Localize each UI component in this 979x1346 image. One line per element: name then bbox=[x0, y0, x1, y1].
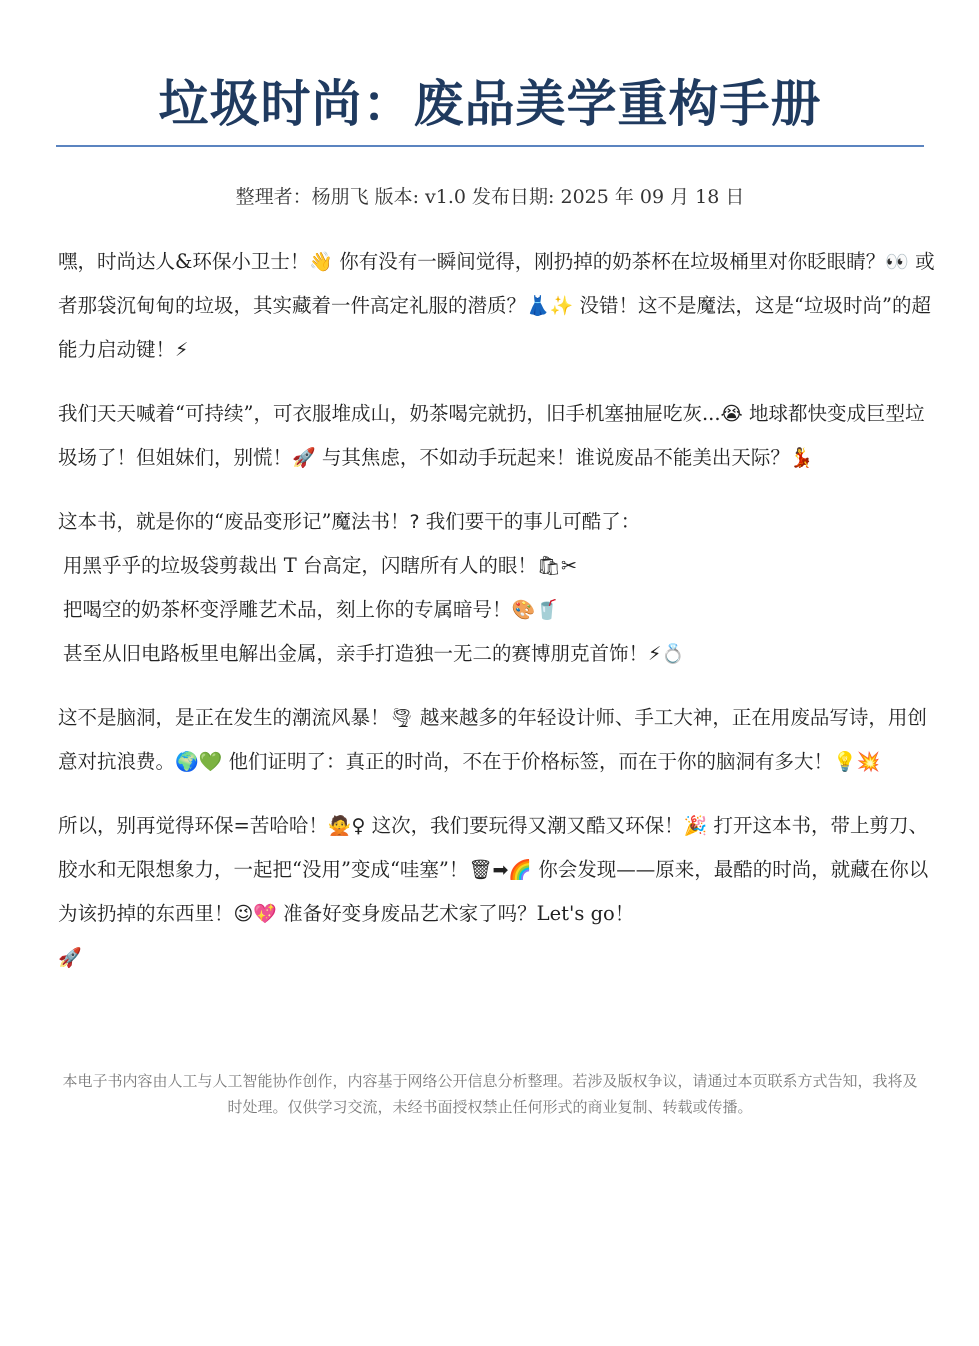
no-gesture-icon: 🙅♀ bbox=[327, 815, 366, 837]
lightning-ring-icon: ⚡💍 bbox=[648, 643, 686, 665]
document-title: 垃圾时尚：废品美学重构手册 bbox=[158, 75, 822, 133]
rocket-icon: 🚀 bbox=[292, 447, 316, 469]
paragraph-text: 地球都快变成巨型垃圾场了！但姐妹们，别慌！ bbox=[58, 402, 925, 469]
list-intro bbox=[58, 500, 938, 544]
list-item-text: 把喝空的奶茶杯变浮雕艺术品，刻上你的专属暗号！ bbox=[63, 598, 512, 621]
paragraph-text: 这次，我们要玩得又潮又酷又环保！ bbox=[365, 814, 684, 837]
paragraph-text: 他们证明了：真正的时尚，不在于价格标签，而在于你的脑洞有多大！ bbox=[222, 750, 834, 773]
list-item bbox=[58, 632, 938, 676]
paragraph-text: 你会发现——原来，最酷的时尚，就藏在你以为该扔掉的东西里！ bbox=[58, 858, 929, 925]
paragraph-text: 这不是脑洞，是正在发生的潮流风暴！ bbox=[58, 706, 390, 729]
paragraph-trend bbox=[58, 696, 938, 784]
feature-list bbox=[58, 500, 938, 676]
paragraph-text: 准备好变身废品艺术家了吗？Let's go！ bbox=[276, 902, 635, 925]
list-item-text: 用黑乎乎的垃圾袋剪裁出 T 台高定，闪瞎所有人的眼！ bbox=[63, 554, 537, 577]
paragraph-text: 或者那袋沉甸甸的垃圾，其实藏着一件高定礼服的潜质？ bbox=[58, 250, 935, 317]
paragraph-text: 所以，别再觉得环保=苦哈哈！ bbox=[58, 814, 328, 837]
list-intro-text: 我们要干的事儿可酷了： bbox=[419, 510, 641, 533]
trash-arrow-rainbow-icon: 🗑➡🌈 bbox=[468, 859, 533, 881]
bag-scissors-icon: 🛍✂ bbox=[536, 555, 577, 577]
paragraph-text: 嘿，时尚达人&环保小卫士！ bbox=[58, 250, 310, 273]
paragraph-text: 打开这本书，带上剪刀、胶水和无限想象力，一起把“没用”变成“哇塞”！ bbox=[58, 814, 928, 881]
list-item bbox=[58, 544, 938, 588]
paragraph-text: 没错！这不是魔法，这是“垃圾时尚”的超能力启动键！ bbox=[58, 294, 931, 361]
waving-hand-icon: 👋 bbox=[309, 251, 334, 273]
title-divider bbox=[56, 145, 924, 147]
lightning-icon: ⚡ bbox=[175, 339, 189, 361]
document-body bbox=[58, 240, 938, 1000]
paragraph-sustainability bbox=[58, 392, 938, 480]
palette-cup-icon: 🎨🥤 bbox=[511, 599, 559, 621]
crying-face-icon: 😭 bbox=[720, 403, 743, 425]
list-intro-text: 这本书，就是你的“废品变形记”魔法书！ bbox=[58, 510, 410, 533]
bulb-boom-icon: 💡💥 bbox=[833, 751, 881, 773]
paragraph-text: 与其焦虑，不如动手玩起来！谁说废品不能美出天际？ bbox=[315, 446, 790, 469]
paragraph-text: 我们天天喊着“可持续”，可衣服堆成山，奶茶喝完就扔，旧手机塞抽屉吃灰... bbox=[58, 402, 721, 425]
copyright-notice: 本电子书内容由人工与人工智能协作创作，内容基于网络公开信息分析整理。若涉及版权争议，请通过本页联系方式告知，我将及时处理。仅供学习交流，未经书面授权禁止任何形式的商业复制、转载或传播。 bbox=[62, 1072, 918, 1116]
list-item-text: 甚至从旧电路板里电解出金属，亲手打造独一无二的赛博朋克首饰！ bbox=[63, 642, 649, 665]
list-item bbox=[58, 588, 938, 632]
paragraph-closing bbox=[58, 804, 938, 980]
paragraph-text: 越来越多的年轻设计师、手工大神，正在用废品写诗，用创意对抗浪费。 bbox=[58, 706, 927, 773]
wink-heart-icon: 😉💖 bbox=[233, 903, 277, 925]
paragraph-text: 你有没有一瞬间觉得，刚扔掉的奶茶杯在垃圾桶里对你眨眼睛？ bbox=[333, 250, 886, 273]
dancer-icon: 💃 bbox=[789, 447, 814, 469]
rocket-icon: 🚀 bbox=[58, 947, 82, 969]
globe-heart-icon: 🌍💚 bbox=[175, 751, 223, 773]
eyes-icon: 👀 bbox=[885, 251, 909, 273]
dress-sparkles-icon: 👗✨ bbox=[526, 295, 574, 317]
paragraph-greeting bbox=[58, 240, 938, 372]
tornado-icon: 🌪 bbox=[389, 707, 414, 729]
missing-glyph-icon: ? bbox=[409, 511, 420, 533]
party-popper-icon: 🎉 bbox=[683, 815, 708, 837]
document-meta: 整理者：杨朋飞 版本: v1.0 发布日期: 2025 年 09 月 18 日 bbox=[235, 186, 745, 208]
